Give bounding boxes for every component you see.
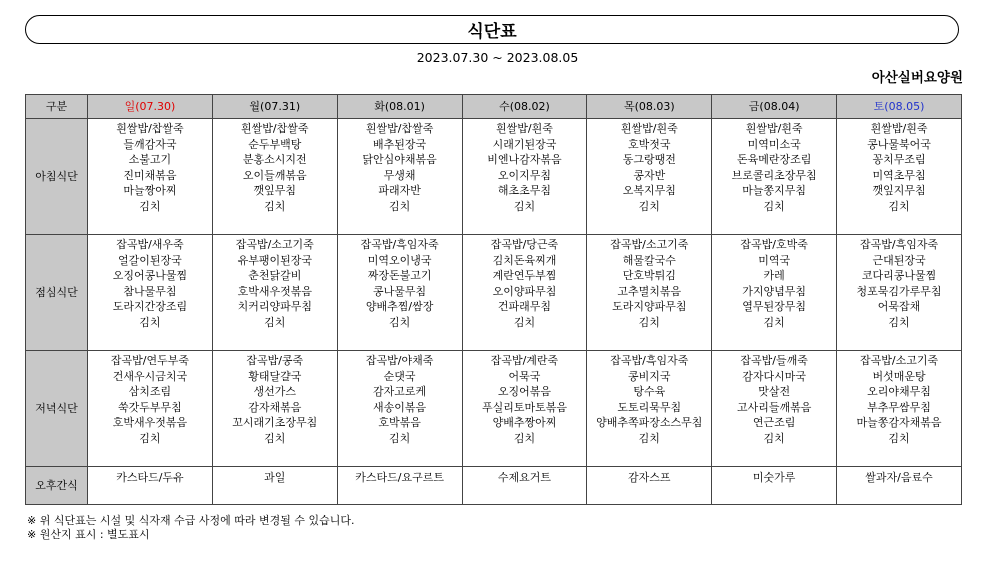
menu-item: 오징어콩나물찜 [112,269,188,283]
row-label-snack: 오후간식 [26,467,88,505]
menu-item: 김치 [513,315,536,329]
menu-item: 생선가스 [253,385,297,399]
day-header-mon: 월(07.31) [212,95,337,119]
menu-item: 건새우시금치국 [112,369,188,383]
menu-item: 오징어볶음 [497,385,552,399]
note-origin: ※ 원산지 표시 : 별도표시 [27,528,150,541]
meal-cell [337,119,462,235]
menu-item: 잡곡밥/연두부죽 [110,354,189,367]
menu-item: 미역오이냉국 [367,253,432,267]
menu-item: 잡곡밥/새우죽 [116,238,184,251]
menu-item: 잡곡밥/흑임자죽 [859,238,939,251]
menu-item: 얼갈이된장국 [118,253,182,267]
menu-item: 오복지무침 [622,184,676,198]
menu-item: 닭안심야채볶음 [362,153,437,167]
menu-item: 유부팽이된장국 [237,253,312,267]
menu-item: 꼬시래기초장무침 [232,416,318,430]
meal-cell [462,119,587,235]
menu-item: 김치 [264,431,286,445]
menu-item: 김치 [388,431,411,445]
menu-item: 쑥갓두부무침 [118,400,182,414]
snack-cell: 수제요거트 [462,467,587,505]
menu-item: 열무된장무침 [742,300,807,314]
menu-item: 가지양념무침 [742,284,807,298]
menu-item: 흰쌀밥/흰죽 [745,122,803,135]
menu-item: 김치 [763,431,785,445]
menu-item: 고사리들깨볶음 [736,400,812,414]
menu-item: 분홍소시지전 [242,153,307,167]
snack-cell: 과일 [212,467,337,505]
menu-item: 탕수육 [633,385,666,399]
menu-item: 브로콜리초장무침 [731,168,817,182]
menu-item: 잡곡밥/흑임자죽 [360,238,439,251]
menu-item: 마늘쫑지무침 [742,184,807,198]
menu-item: 김치 [638,315,660,329]
menu-item: 김치돈육찌개 [492,253,557,267]
day-header-sat: 토(08.05) [837,95,962,119]
menu-item: 김치 [763,315,785,329]
menu-item: 도토리묵무침 [617,400,682,414]
menu-item: 무생채 [383,168,416,182]
menu-item: 배추된장국 [373,137,427,151]
menu-item: 들깨감자국 [123,137,177,151]
menu-item: 잡곡밥/야채죽 [365,354,434,367]
menu-item: 흰쌀밥/찹쌀죽 [365,122,434,135]
organization-name: 아산실버요양원 [871,70,963,86]
row-label-lunch: 점심식단 [26,235,88,351]
menu-item: 진미채볶음 [123,168,177,182]
menu-item: 돈육메란장조림 [736,153,812,167]
menu-item: 근대된장국 [872,253,926,267]
snack-cell: 카스타드/요구르트 [337,467,462,505]
menu-item: 김치 [139,315,161,329]
snack-cell: 미숫가루 [712,467,837,505]
header-row [26,95,962,119]
menu-item: 김치 [513,199,536,213]
menu-item: 호박새우젓볶음 [112,416,188,430]
menu-item: 참나물무침 [123,284,177,298]
menu-item: 짜장돈불고기 [367,269,432,283]
menu-item: 시래기된장국 [492,137,557,151]
day-header-fri: 금(08.04) [712,95,837,119]
menu-item: 연근조림 [752,416,796,430]
menu-item: 청포묵김가루무침 [856,284,942,298]
menu-item: 잡곡밥/소고기죽 [235,238,314,251]
menu-item: 흰쌀밥/흰죽 [496,122,553,135]
menu-item: 미역초무침 [872,168,926,182]
menu-item: 비엔나감자볶음 [487,153,562,167]
menu-item: 코다리콩나물찜 [861,269,937,283]
menu-item: 양배추찜/쌈장 [365,300,434,314]
menu-item: 버섯매운탕 [872,369,926,383]
meal-row-dinner [26,351,962,467]
meal-cell [712,119,837,235]
menu-item: 계란연두부찜 [492,269,557,283]
day-header-wed: 수(08.02) [462,95,587,119]
menu-item: 김치 [388,199,411,213]
menu-item: 호박볶음 [378,416,421,430]
menu-item: 잡곡밥/소고기죽 [859,354,939,367]
menu-item: 소불고기 [128,153,172,167]
menu-item: 건파래무침 [497,300,552,314]
meal-cell [587,235,712,351]
snack-cell: 카스타드/두유 [88,467,213,505]
menu-item: 꽁치무조림 [872,153,926,167]
meal-cell [88,351,213,467]
meal-cell [837,351,962,467]
menu-item: 잡곡밥/호박죽 [740,238,808,251]
snack-cell: 감자스프 [587,467,712,505]
meal-cell [712,235,837,351]
menu-item: 도라지간장조림 [112,300,188,314]
row-label-dinner: 저녁식단 [26,351,88,467]
menu-item: 흰쌀밥/찹쌀죽 [241,122,309,135]
menu-item: 맛살전 [758,385,791,399]
meal-cell [337,235,462,351]
day-header-tue: 화(08.01) [337,95,462,119]
menu-item: 김치 [638,431,660,445]
category-header: 구분 [26,95,88,119]
menu-item: 미역미소국 [747,137,801,151]
menu-item: 도라지양파무침 [612,300,687,314]
meal-cell [88,235,213,351]
menu-item: 김치 [388,315,411,329]
menu-item: 콩나물무침 [373,284,427,298]
menu-item: 푸실리토마토볶음 [481,400,567,414]
menu-item: 오리야채무침 [867,385,931,399]
menu-item: 춘천닭갈비 [248,269,302,283]
day-header-thu: 목(08.03) [587,95,712,119]
meal-cell [462,235,587,351]
menu-item: 오이양파무침 [492,284,557,298]
meal-cell [587,351,712,467]
row-label-breakfast: 아침식단 [26,119,88,235]
meal-row-breakfast [26,119,962,235]
menu-item: 김치 [139,199,161,213]
menu-item: 콩자반 [633,168,666,182]
period-range: 2023.07.30 ~ 2023.08.05 [416,50,579,65]
menu-item: 호박새우젓볶음 [237,284,312,298]
menu-item: 고추멸치볶음 [617,284,682,298]
menu-item: 김치 [638,199,660,213]
menu-item: 삼치조림 [128,385,172,399]
menu-item: 단호박튀김 [622,269,676,283]
menu-item: 호박젓국 [628,137,671,151]
meal-cell [837,119,962,235]
day-header-sun: 일(07.30) [88,95,213,119]
menu-table [25,94,962,505]
menu-item: 치커리양파무침 [237,300,312,314]
menu-item: 동그랑땡전 [622,153,676,167]
meal-cell [462,351,587,467]
menu-item: 잡곡밥/소고기죽 [610,238,689,251]
menu-item: 흰쌀밥/찹쌀죽 [116,122,184,135]
menu-item: 어묵국 [508,369,541,383]
menu-item: 양배추쪽파장소스무침 [596,416,703,430]
menu-item: 잡곡밥/콩죽 [246,354,304,367]
menu-item: 파래자반 [378,184,421,198]
menu-item: 흰쌀밥/흰죽 [620,122,678,135]
menu-item: 양배추짱아찌 [492,416,557,430]
menu-item: 마늘짱아찌 [123,184,177,198]
menu-item: 깻잎무침 [253,184,297,198]
menu-item: 김치 [264,315,286,329]
menu-item: 감자채볶음 [248,400,302,414]
menu-item: 어묵잡채 [877,300,921,314]
meal-cell [712,351,837,467]
meal-cell [587,119,712,235]
snack-cell: 쌀과자/음료수 [837,467,962,505]
menu-item: 잡곡밥/당근죽 [490,238,559,251]
menu-item: 카레 [763,269,785,283]
meal-row-lunch [26,235,962,351]
footnotes [27,514,354,542]
menu-item: 잡곡밥/흑임자죽 [610,354,689,367]
meal-cell [212,351,337,467]
menu-item: 감자고로케 [373,385,427,399]
menu-item: 해초초무침 [497,184,552,198]
menu-item: 김치 [139,431,161,445]
menu-item: 순두부백탕 [248,137,302,151]
menu-item: 오이들깨볶음 [242,168,307,182]
meal-cell [88,119,213,235]
menu-item: 부추무쌈무침 [867,400,931,414]
menu-item: 김치 [888,431,910,445]
menu-item: 깻잎지무침 [872,184,926,198]
note-change: ※ 위 식단표는 시설 및 식자재 수급 사정에 따라 변경될 수 있습니다. [27,514,355,527]
menu-item: 흰쌀밥/흰죽 [870,122,928,135]
title-text: 식단표 [467,22,517,42]
meal-cell [337,351,462,467]
menu-item: 새송이볶음 [373,400,427,414]
menu-item: 김치 [763,199,785,213]
menu-item: 김치 [888,199,910,213]
menu-item: 잡곡밥/들깨죽 [740,354,808,367]
meal-cell [837,235,962,351]
menu-item: 잡곡밥/계란죽 [490,354,559,367]
menu-item: 김치 [264,199,286,213]
menu-item: 콩나물북어국 [867,137,931,151]
menu-item: 콩비지국 [628,369,671,383]
menu-item: 미역국 [758,253,791,267]
menu-item: 순댓국 [383,369,416,383]
snack-row [26,467,962,505]
meal-cell [212,119,337,235]
meal-cell [212,235,337,351]
menu-title [25,15,959,44]
menu-item: 황태달걀국 [248,369,302,383]
menu-item: 마늘쫑감자채볶음 [856,416,942,430]
menu-item: 김치 [513,431,536,445]
menu-item: 감자다시마국 [742,369,807,383]
menu-item: 오이지무침 [497,168,552,182]
menu-item: 해물칼국수 [622,253,676,267]
menu-item: 김치 [888,315,910,329]
